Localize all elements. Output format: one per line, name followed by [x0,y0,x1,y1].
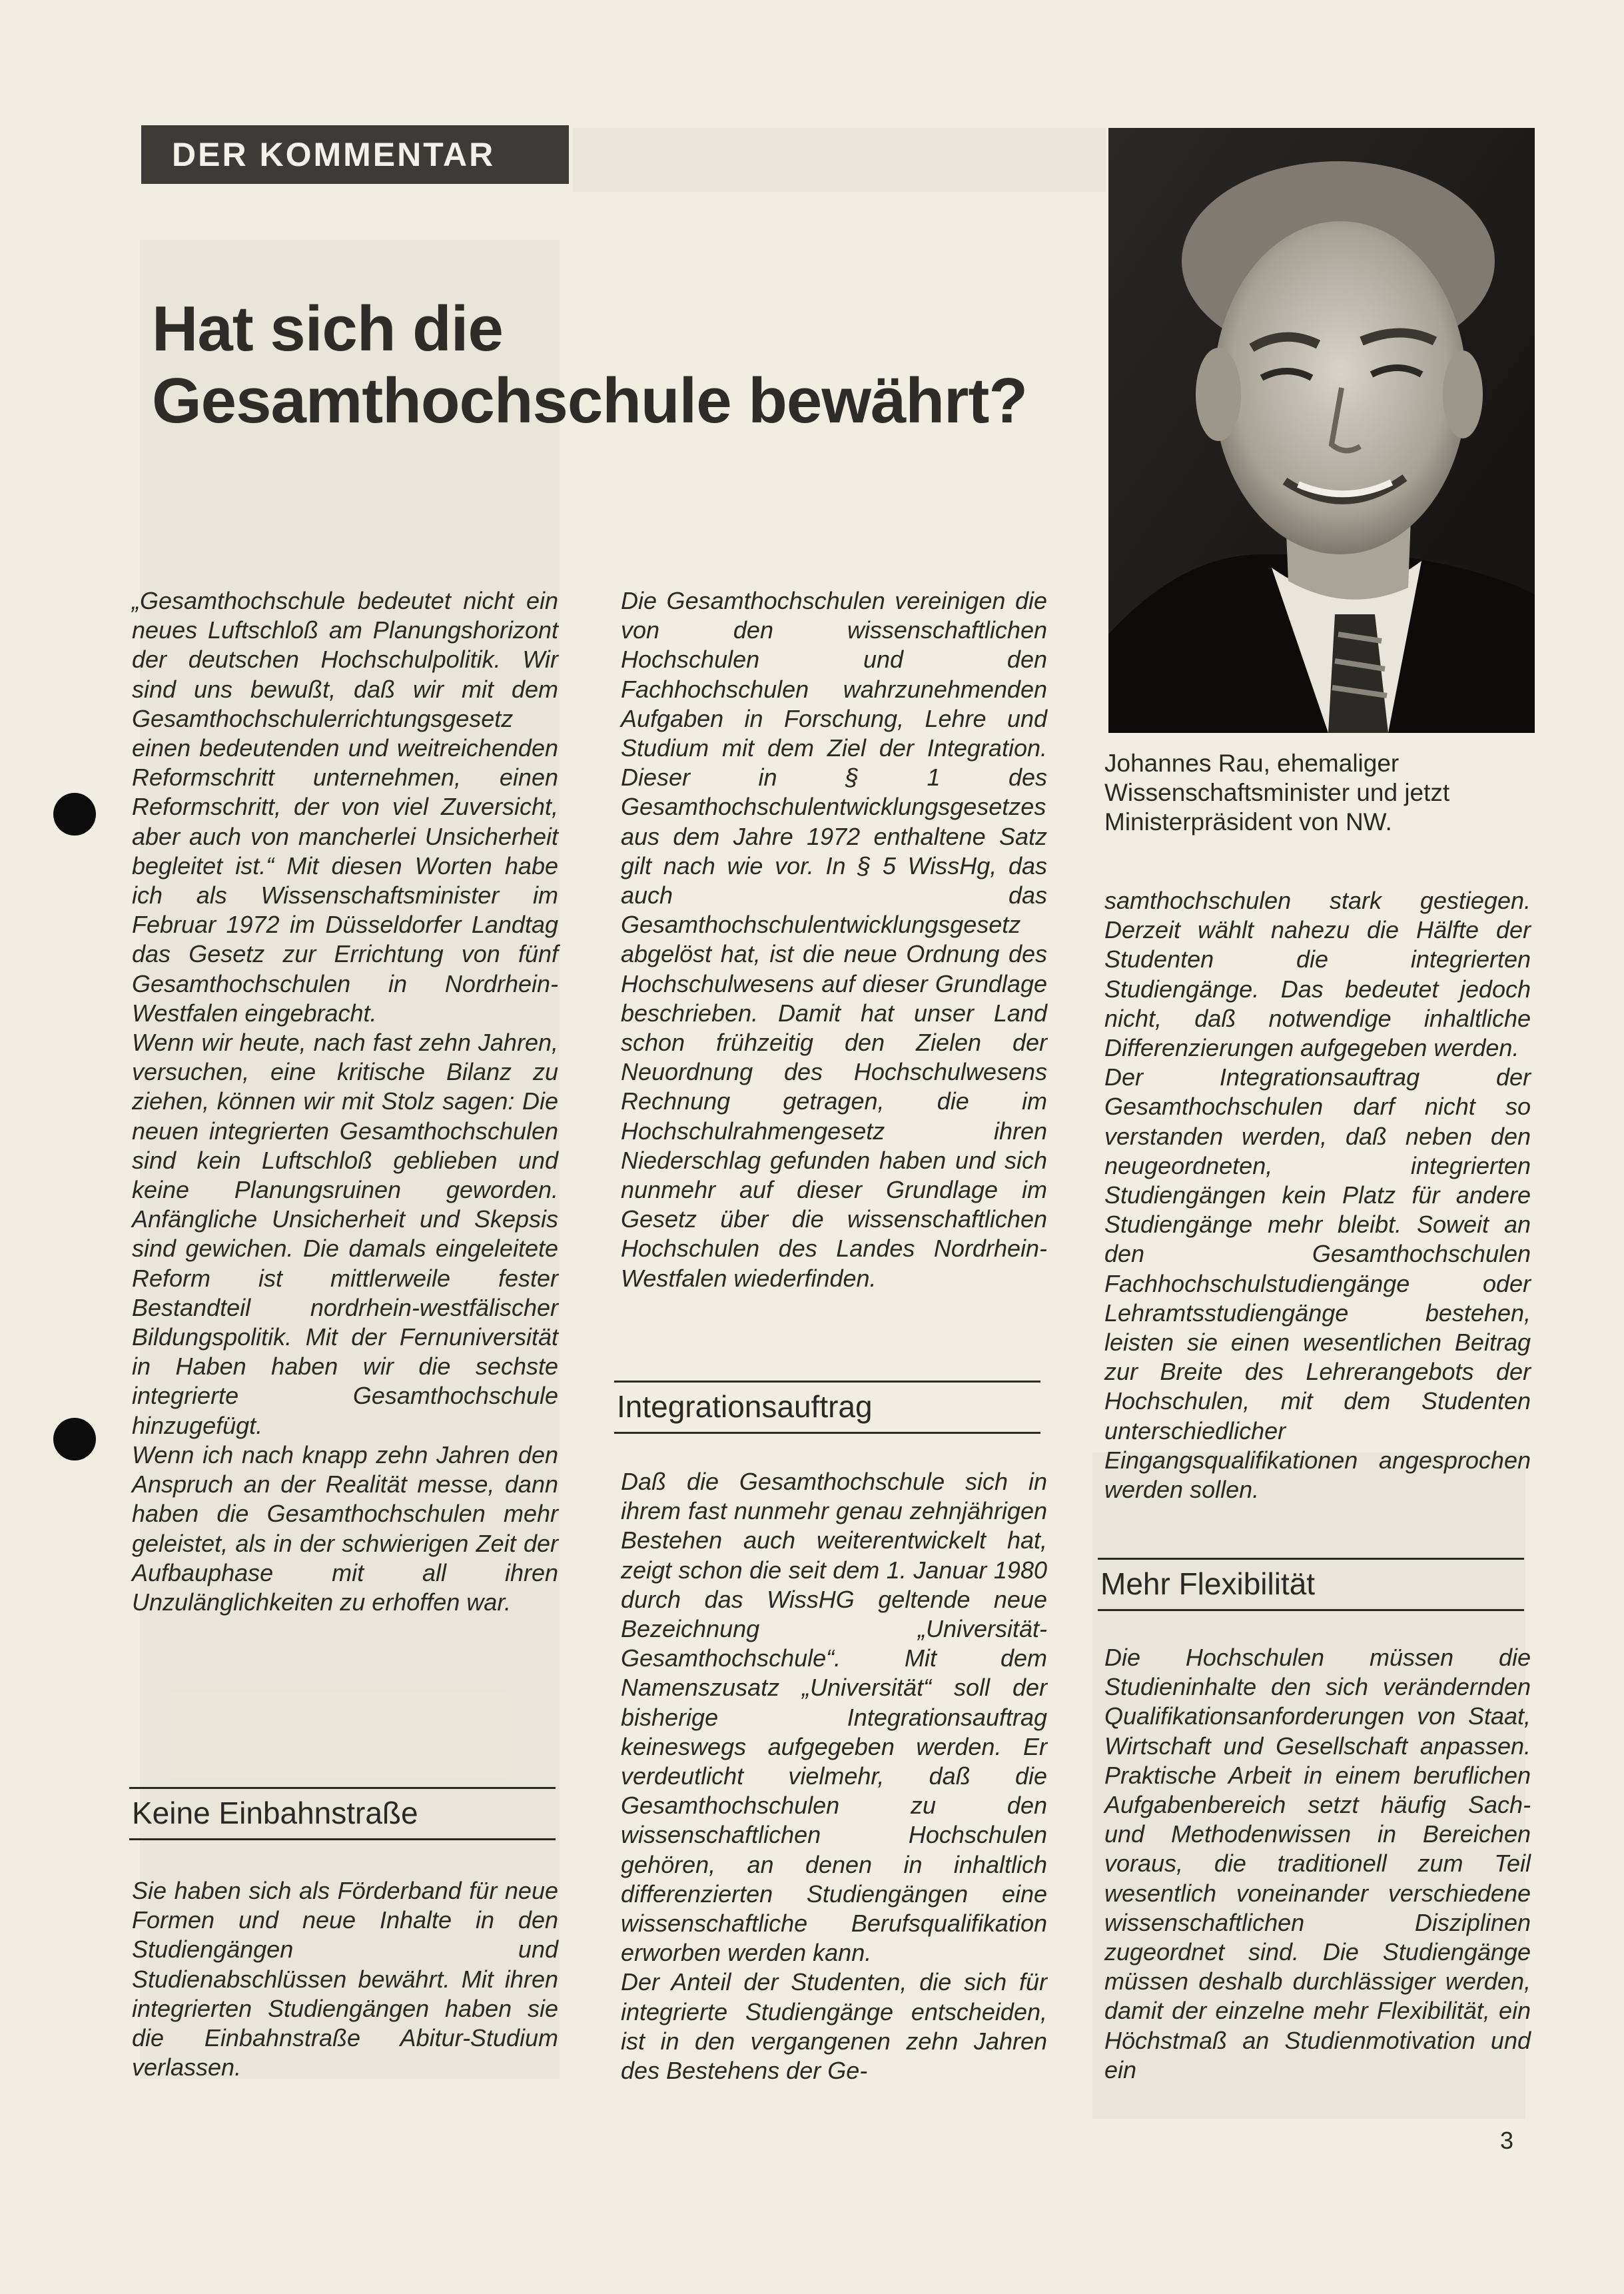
bleed-through-top [573,128,1106,192]
column-2-paragraph-3: Der Anteil der Studenten, die sich für integrierte Studiengänge entscheiden, ist in den vergangenen zehn Jahren des Bestehens der Ge- [621,1968,1047,2085]
headline-line-1: Hat sich die [152,293,503,364]
subhead-mehr-flexibilitaet: Mehr Flexibilität [1098,1558,1524,1611]
page-number: 3 [1500,2127,1514,2154]
binder-hole-bottom [53,1418,96,1460]
subhead-keine-einbahnstrasse: Keine Einbahnstraße [129,1787,556,1840]
article-column-2 [621,586,1047,1293]
column-3-paragraph-2: Der Integrationsauftrag der Gesamthochschulen darf nicht so verstanden werden, daß neben den neugeordneten, integrierten Studiengängen kein Platz für andere Studiengänge mehr bleibt. Soweit an den Gesamthochschulen Fachhochschulstudiengänge oder Lehramtsstudiengänge bestehen, leisten sie einen wesentlichen Beitrag zur Breite des Lehrerangebots der Hochschulen, mit dem Studenten unterschiedlicher Eingangsqualifikationen angesprochen werden sollen. [1104,1063,1531,1504]
section-kicker: DER KOMMENTAR [141,125,569,184]
column-1-paragraph-4: Sie haben sich als Förderband für neue Formen und neue Inhalte in den Studiengängen und Studienabschlüssen bewährt. Mit ihren integrierten Studiengängen haben sie die Einbahnstraße Abitur-Studium verlassen. [132,1877,558,2081]
column-1-paragraph-3: Wenn ich nach knapp zehn Jahren den Anspruch an der Realität messe, dann haben die Gesamthochschulen mehr geleistet, als in der schwierigen Zeit der Aufbauphase mit all ihren Unzulänglichkeiten zu erhoffen war. [132,1440,558,1616]
portrait-photo [1108,128,1535,733]
article-column-1-continued [132,1876,558,2082]
column-2-paragraph-1: Die Gesamthochschulen vereinigen die von den wissenschaftlichen Hochschulen und den Fachhochschulen wahrzunehmenden Aufgaben in Forschung, Lehre und Studium mit dem Ziel der Integration. Dieser in § 1 des Gesamthochschulentwicklungsgesetzes aus dem Jahre 1972 enthaltene Satz gilt nach wie vor. In § 5 WissHg, das auch das Gesamthochschulentwicklungsgesetz abgelöst hat, ist die neue Ordnung des Hochschulwesens auf dieser Grundlage beschrieben. Damit hat unser Land schon frühzeitig den Zielen der Neuordnung des Hochschulwesens Rechnung getragen, die im Hochschulrahmengesetz ihren Niederschlag gefunden haben und sich nunmehr auf dieser Grundlage im Gesetz über die wissenschaftlichen Hochschulen des Landes Nordrhein-Westfalen wiederfinden. [621,587,1047,1292]
article-column-1 [132,586,558,1617]
article-column-2-continued [621,1467,1047,2085]
page-title [152,293,1071,437]
column-3-paragraph-1: samthochschulen stark gestiegen. Derzeit wählt nahezu die Hälfte der Studenten die integrierten Studiengänge. Das bedeutet jedoch nicht, daß notwendige inhaltliche Differenzierungen aufgegeben werden. [1104,887,1531,1062]
column-2-paragraph-2: Daß die Gesamthochschule sich in ihrem fast nunmehr genau zehnjährigen Bestehen auch weiterentwickelt hat, zeigt schon die seit dem 1. Januar 1980 durch das WissHG geltende neue Bezeichnung „Universität-Gesamthochschule“. Mit dem Namenszusatz „Universität“ soll der bisherige Integrationsauftrag keineswegs aufgegeben werden. Er verdeutlicht vielmehr, daß die Gesamthochschulen zu den wissenschaftlichen Hochschulen gehören, an denen in inhaltlich differenzierten Studiengängen eine wissenschaftliche Berufsqualifikation erworben werden kann. [621,1468,1047,1967]
column-1-paragraph-2: Wenn wir heute, nach fast zehn Jahren, versuchen, eine kritische Bilanz zu ziehen, können wir mit Stolz sagen: Die neuen integrierten Gesamthochschulen sind kein Luftschloß geblieben und keine Planungsruinen geworden. Anfängliche Unsicherheit und Skepsis sind gewichen. Die damals eingeleitete Reform ist mittlerweile fester Bestandteil nordrhein-westfälischer Bildungspolitik. Mit der Fernuniversität in Haben haben wir die sechste integrierte Gesamthochschule hinzugefügt. [132,1029,558,1439]
binder-hole-top [53,793,96,836]
column-3-paragraph-3: Die Hochschulen müssen die Studieninhalte den sich verändernden Qualifikationsanforderungen von Staat, Wirtschaft und Gesellschaft anpassen. Praktische Arbeit in einem beruflichen Aufgabenbereich setzt häufig Sach- und Methodenwissen in Bereichen voraus, die traditionell zum Teil wesentlich voneinander verschiedene wissenschaftlichen Disziplinen zugeordnet sind. Die Studiengänge müssen deshalb durchlässiger werden, damit der einzelne mehr Flexibilität, ein Höchstmaß an Studienmotivation und ein [1104,1644,1531,2083]
photo-caption: Johannes Rau, ehemaliger Wissenschaftsminister und jetzt Ministerpräsident von NW. [1104,750,1450,836]
portrait-illustration [1108,128,1535,733]
article-column-3 [1104,886,1531,1504]
column-1-intro: „Gesamthochschule bedeutet nicht ein neues Luftschloß am Planungshorizont der deutschen Hochschulpolitik. Wir sind uns bewußt, daß wir mit dem Gesamthochschulerrichtungsgesetz einen bedeutenden und weitreichenden Reformschritt unternehmen, einen Reformschritt, der von viel Zuversicht, aber auch von mancherlei Unsicherheit begleitet ist.“ Mit diesen Worten habe ich als Wissenschaftsminister im Februar 1972 im Düsseldorfer Landtag das Gesetz zur Errichtung von fünf Gesamthochschulen in Nordrhein-Westfalen eingebracht. [132,587,558,1027]
headline-line-2: Gesamthochschule bewährt? [152,365,1027,436]
article-column-3-continued [1104,1643,1531,2085]
subhead-integrationsauftrag: Integrationsauftrag [614,1381,1040,1434]
